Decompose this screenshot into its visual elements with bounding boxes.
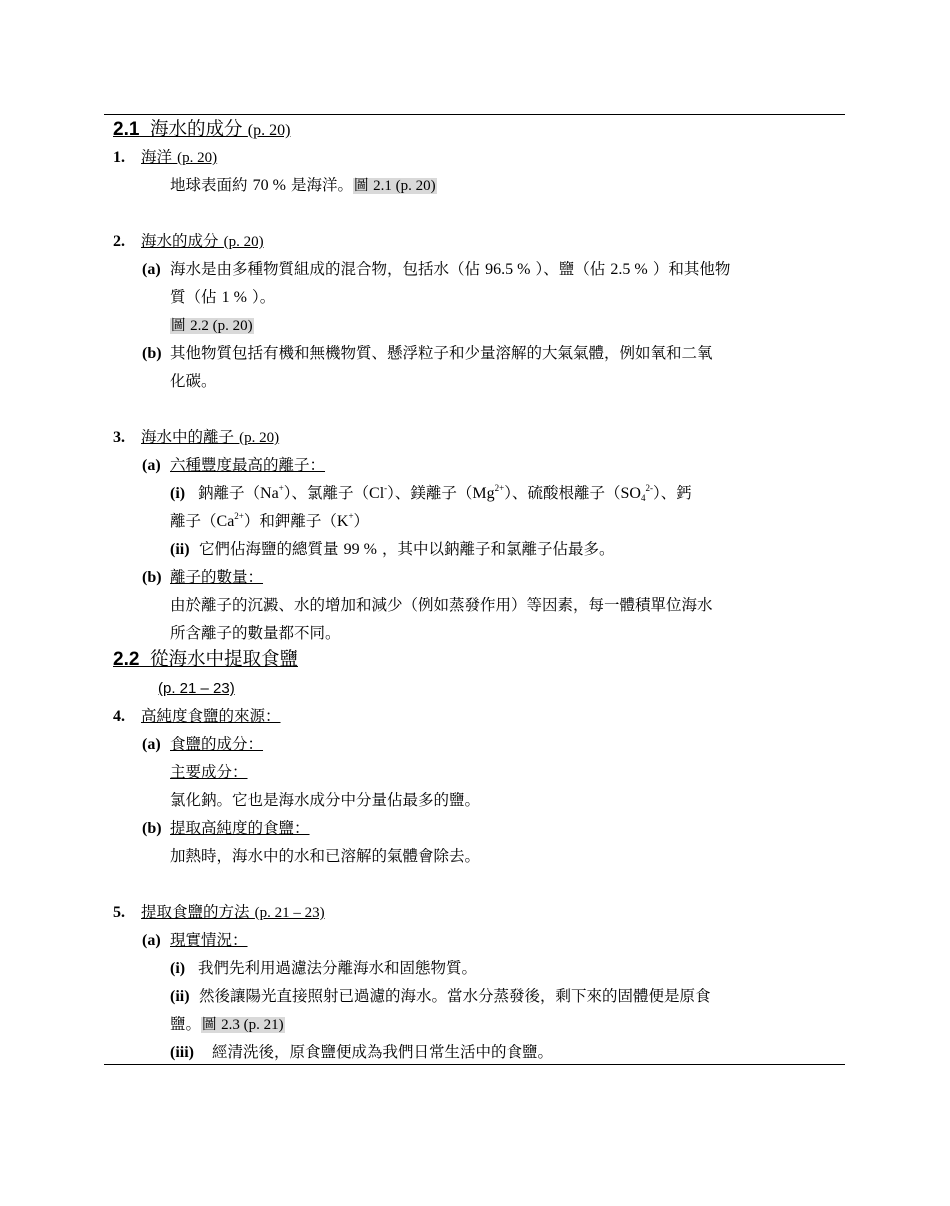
sub-label: (i) xyxy=(170,485,186,502)
item-2a-figure xyxy=(170,314,254,337)
item-2-heading xyxy=(113,230,264,253)
sub-label: (b) xyxy=(142,569,162,586)
section-number: 2.1 xyxy=(113,119,140,140)
item-5a-iii: (iii) 經清洗後，原食鹽便成為我們日常生活中的食鹽。 xyxy=(170,1041,553,1064)
item-3a-ii: (ii) 它們佔海鹽的總質量 99 % ，其中以鈉離子和氯離子佔最多。 xyxy=(170,538,615,561)
item-3a-title: (a) 六種豐度最高的離子： xyxy=(142,454,325,477)
item-number: 1. xyxy=(113,149,125,166)
section-title: 海水的成分 xyxy=(149,119,243,140)
item-2a-line2: 質（佔 1 % ）。 xyxy=(170,288,276,306)
item-3-heading xyxy=(113,426,279,449)
item-number: 4. xyxy=(113,708,125,725)
item-4a-title: (a) 食鹽的成分： xyxy=(142,733,263,756)
item-3b-line1: 由於離子的沉澱、水的增加和減少（例如蒸發作用）等因素，每一體積單位海水 xyxy=(170,596,713,614)
top-rule xyxy=(104,114,845,115)
item-3b-line2: 所含離子的數量都不同。 xyxy=(170,624,341,642)
item-5-heading xyxy=(113,901,325,924)
sub-label: (i) xyxy=(170,960,186,977)
item-4b-title: (b) 提取高純度的食鹽： xyxy=(142,817,310,840)
sub-label: (ii) xyxy=(170,541,190,558)
page-ref: (p. 20) xyxy=(247,122,291,139)
bottom-rule xyxy=(104,1064,845,1065)
sub-label: (a) xyxy=(142,932,161,949)
item-4-heading xyxy=(113,705,281,728)
figure-ref: 圖 2.1 (p. 20) xyxy=(354,178,436,194)
item-title: 海水的成分 xyxy=(141,232,219,250)
sub-label: (a) xyxy=(142,457,161,474)
item-4a-subtitle: 主要成分： xyxy=(170,763,248,781)
section-2-2-page-ref: (p. 21 – 23) xyxy=(158,680,235,697)
item-2b-line1: (b) 其他物質包括有機和無機物質、懸浮粒子和少量溶解的大氣氣體，例如氧和二氧 xyxy=(142,342,713,365)
item-5a-i: (i) 我們先利用過濾法分離海水和固態物質。 xyxy=(170,957,477,980)
section-title: 從海水中提取食鹽 xyxy=(149,649,298,670)
sub-label: (b) xyxy=(142,820,162,837)
page-ref: (p. 20) xyxy=(223,234,264,250)
sub-label: (a) xyxy=(142,736,161,753)
page-ref: (p. 20) xyxy=(177,150,218,166)
item-5a-ii-line1: (ii) 然後讓陽光直接照射已過濾的海水。當水分蒸發後，剩下來的固體便是原食 xyxy=(170,985,711,1008)
item-title: 提取食鹽的方法 xyxy=(141,903,250,921)
page-ref: (p. 21 – 23) xyxy=(254,905,325,921)
item-5a-title: (a) 現實情況： xyxy=(142,929,248,952)
item-number: 3. xyxy=(113,429,125,446)
item-4b-text: 加熱時，海水中的水和已溶解的氣體會除去。 xyxy=(170,847,481,865)
section-number: 2.2 xyxy=(113,649,140,670)
item-1-heading xyxy=(113,146,217,169)
item-1-text: 地球表面約 70 % 是海洋。圖 2.1 (p. 20) xyxy=(170,176,436,194)
item-5a-ii-line2: 鹽。圖 2.3 (p. 21) xyxy=(170,1015,284,1033)
page-ref: (p. 20) xyxy=(239,430,280,446)
item-3a-i-line1: (i) 鈉離子（Na+）、氯離子（Cl-）、鎂離子$(Mg^{2+})$、硫酸根離子$(SO_4^{2-})$、鈣 xyxy=(170,483,692,503)
item-2a-line1: (a) 海水是由多種物質組成的混合物，包括水（佔 96.5 % ）、鹽（佔 2.5 % ）和其他物 xyxy=(142,258,730,281)
sub-label: (iii) xyxy=(170,1044,194,1061)
item-title: 高純度食鹽的來源： xyxy=(141,707,281,725)
section-heading-2-1 xyxy=(113,117,290,144)
sub-label: (ii) xyxy=(170,988,190,1005)
sub-label: (b) xyxy=(142,345,162,362)
item-3a-i-line2: 離子$(Ca^{2+})$和鉀離子（K+） xyxy=(170,511,370,530)
figure-ref: 圖 2.2 (p. 20) xyxy=(171,318,253,334)
section-heading-2-2 xyxy=(113,647,298,673)
item-4a-text: 氯化鈉。它也是海水成分中分量佔最多的鹽。 xyxy=(170,791,481,809)
figure-ref: 圖 2.3 (p. 21) xyxy=(202,1017,284,1033)
item-title: 海洋 xyxy=(141,148,173,166)
item-number: 2. xyxy=(113,233,125,250)
item-title: 海水中的離子 xyxy=(141,428,235,446)
item-2b-line2: 化碳。 xyxy=(170,372,217,390)
sub-label: (a) xyxy=(142,261,161,278)
item-3b-title: (b) 離子的數量： xyxy=(142,566,263,589)
item-number: 5. xyxy=(113,904,125,921)
